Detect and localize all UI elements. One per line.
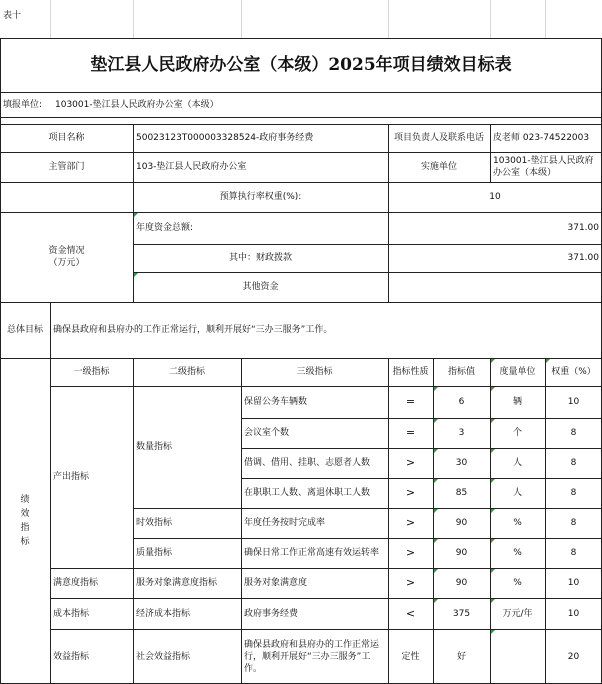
border [0,117,602,118]
border [0,38,1,684]
border [0,302,602,303]
gridline [545,0,546,38]
header-nature: 指标性质 [392,367,429,377]
cell-marker [134,213,138,217]
indicator-nature: > [405,516,416,529]
gridline [241,0,242,38]
budget-weight-value: 10 [489,192,501,202]
indicator-nature: < [405,606,416,620]
indicator-weight: 8 [570,488,577,498]
indicator-weight: 10 [567,608,580,619]
indicator-weight: 8 [570,428,577,438]
border [545,358,546,684]
border [241,448,602,449]
cell-marker [434,387,438,391]
cell-marker [491,509,495,513]
indicator-nature: > [405,546,416,559]
impl-label: 实施单位 [420,162,457,172]
owner-value: 皮老师 023-74522003 [493,133,590,143]
cell-marker [491,569,495,573]
indicator-name: 政府事务经费 [244,608,299,619]
gridline [388,0,389,38]
indicator-name: 借调、借用、挂职、志愿者人数 [244,458,371,468]
sheet-label: 表十 [3,11,22,21]
cell-marker [434,479,438,483]
cell-marker [491,419,495,423]
level1-cost: 成本指标 [53,608,90,619]
cell-marker [434,599,438,603]
indicator-unit: 辆 [512,397,522,407]
indicator-name: 保留公务车辆数 [244,397,308,407]
indicator-weight: 10 [567,578,580,588]
funds-label: 资金情况 （万元） [48,246,85,268]
border [388,182,389,302]
cell-marker [546,359,550,363]
cell-marker [434,539,438,543]
level1-benefit: 效益指标 [53,651,90,662]
header-unit: 度量单位 [499,367,536,377]
cell-marker [434,509,438,513]
annual-total-value: 371.00 [567,223,599,233]
indicator-value: 3 [458,428,465,438]
border [50,302,51,684]
cell-marker [491,359,495,363]
indicator-nature: > [405,486,416,499]
border [241,418,602,419]
dept-value: 103-垫江县人民政府办公室 [136,162,247,172]
fiscal-value: 371.00 [567,253,599,263]
border [388,124,389,182]
border [0,358,602,359]
indicator-value: 6 [458,397,465,407]
budget-weight-label: 预算执行率权重(%): [219,192,302,202]
border [490,124,491,182]
annual-total-label: 年度资金总额: [136,223,194,233]
header-level2: 二级指标 [168,367,205,377]
dept-label: 主管部门 [48,162,85,172]
impl-value: 103001-垫江县人民政府办公室（本级） [493,156,594,178]
indicator-value: 90 [455,578,468,588]
level2-service-satisfaction: 服务对象满意度指标 [136,578,218,588]
project-name-value: 50023123T000003328524-政府事务经费 [136,133,314,143]
cell-marker [434,419,438,423]
level2-quantity: 数量指标 [136,442,173,452]
indicator-name: 在职职工人数、离退休职工人数 [244,488,371,498]
border [0,152,602,153]
indicator-nature: > [405,576,416,589]
project-name-label: 项目名称 [48,133,85,143]
header-value: 指标值 [447,367,475,377]
indicator-unit: 人 [512,458,522,468]
header-weight: 权重（%） [551,367,596,377]
border [388,358,389,684]
other-funds-label: 其他资金 [242,282,279,292]
level2-economic-cost: 经济成本指标 [136,608,191,619]
border [0,182,602,183]
gridline [133,0,134,38]
cell-marker [434,449,438,453]
overall-goal-value: 确保县政府和县府办的工作正常运行，顺利开展好“三办三服务”工作。 [53,325,333,335]
indicator-value: 30 [455,458,468,468]
header-level3: 三级指标 [296,367,333,377]
indicator-weight: 8 [570,458,577,468]
border [133,358,134,684]
border [0,92,602,93]
indicator-name: 确保日常工作正常高速有效运转率 [244,548,380,558]
cell-marker [491,599,495,603]
border [241,478,602,479]
indicator-nature: = [405,426,416,439]
indicator-unit: 万元/年 [502,608,533,619]
indicator-weight: 20 [567,651,580,662]
cell-marker [491,630,495,634]
page-title: 垫江县人民政府办公室（本级）2025年项目绩效目标表 [90,55,512,75]
indicator-value: 85 [455,488,468,498]
level1-output: 产出指标 [53,472,90,482]
indicator-name: 年度任务按时完成率 [244,518,326,528]
indicator-name: 确保县政府和县府办的工作正常运行，顺利开展好“三办三服务”工作。 [244,639,380,674]
border [133,244,602,245]
owner-label: 项目负责人及联系电话 [393,133,484,143]
performance-label: 绩 效 指 标 [20,495,30,547]
indicator-unit [490,629,545,684]
border [133,508,602,509]
fill-unit-label: 填报单位: [3,100,43,110]
indicator-unit: % [513,578,522,588]
indicator-value: 好 [456,651,466,662]
indicator-nature: > [405,456,416,469]
indicator-value: 375 [452,608,471,619]
indicator-unit: % [513,548,522,558]
indicator-nature: = [405,395,416,408]
fiscal-label: 其中：财政拨款 [228,253,292,263]
indicator-unit: % [513,518,522,528]
indicator-weight: 8 [570,548,577,558]
indicator-value: 90 [455,548,468,558]
border [490,358,491,684]
indicator-value: 90 [455,518,468,528]
cell-marker [491,387,495,391]
border [0,38,602,39]
overall-goal-label: 总体目标 [6,325,43,335]
border [0,124,602,125]
border [0,212,602,213]
indicator-weight: 8 [570,518,577,528]
border [133,272,602,273]
cell-marker [491,539,495,543]
indicator-unit: 人 [512,488,522,498]
border [241,358,242,684]
border [433,358,434,684]
header-level1: 一级指标 [73,367,110,377]
fill-unit-value: 103001-垫江县人民政府办公室（本级） [55,100,219,110]
indicator-unit: 个 [512,428,522,438]
indicator-name: 会议室个数 [244,428,290,438]
indicator-nature: 定性 [401,651,420,662]
level2-social-benefit: 社会效益指标 [136,651,191,662]
cell-marker [491,479,495,483]
border [133,538,602,539]
indicator-name: 服务对象满意度 [244,578,308,588]
level1-satisfaction: 满意度指标 [53,578,99,588]
gridline [50,0,51,38]
level2-timeliness: 时效指标 [136,518,173,528]
gridline [490,0,491,38]
cell-marker [491,449,495,453]
level2-quality: 质量指标 [136,548,173,558]
cell-marker [134,273,138,277]
cell-marker [434,569,438,573]
indicator-weight: 10 [567,397,580,407]
